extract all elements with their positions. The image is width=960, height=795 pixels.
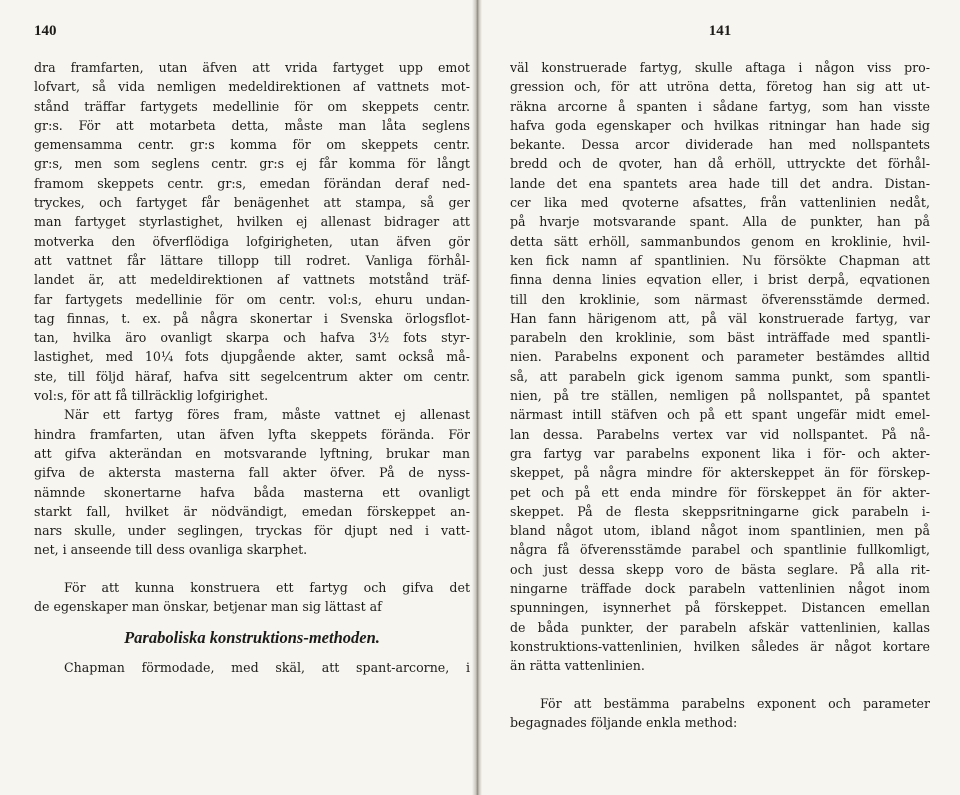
- paragraph: [510, 58, 930, 676]
- right-page: [482, 0, 960, 795]
- text-line: cer lika med qvoterne afsattes, från vattenlinien nedåt,: [510, 195, 930, 211]
- text-line: än rätta vattenlinien.: [510, 658, 645, 674]
- text-line: landet är, att medeldirektionen af vattnets motstånd träf-: [34, 272, 470, 288]
- text-line: de egenskaper man önskar, betjenar man sig lättast af: [34, 599, 382, 615]
- paragraph: [510, 694, 930, 733]
- text-line: ningarne träffade dock parabeln vattenlinien något inom: [510, 581, 930, 597]
- text-line: väl konstruerade fartyg, skulle aftaga i någon viss pro-: [510, 60, 930, 75]
- page-number: 141: [708, 23, 732, 39]
- text-line: så, att parabeln gick igenom samma punkt, som spantli-: [510, 368, 930, 384]
- text-line: stånd träffar fartygets medellinie för om skeppets centr.: [34, 98, 470, 114]
- text-line: gr:s. För att motarbeta detta, måste man låta seglens: [34, 117, 470, 133]
- text-line: dra framfarten, utan äfven att vrida fartyget upp emot: [34, 60, 470, 75]
- text-line: tryckes, och fartyget får benägenhet att stampa, så ger: [34, 195, 470, 211]
- text-line: För att bestämma parabelns exponent och parameter: [540, 695, 930, 711]
- text-line: nien. Parabelns exponent och parameter bestämdes alltid: [510, 349, 930, 365]
- text-line: ken fick namn af spantlinien. Nu försökte Chapman att: [510, 252, 930, 268]
- text-line: Chapman förmodade, med skäl, att spant-arcorne, i: [64, 660, 470, 676]
- text-line: starkt fall, hvilket är nödvändigt, emedan förskeppet an-: [34, 503, 470, 519]
- text-line: lastighet, med 10¼ fots djupgående akter, samt också må-: [34, 349, 470, 365]
- text-line: de båda punkter, der parabeln afskär vattenlinien, kallas: [510, 619, 930, 635]
- text-line: man fartyget styrlastighet, hvilken ej allenast bidrager att: [34, 214, 470, 230]
- text-line: net, i anseende till dess ovanliga skarphet.: [34, 542, 308, 558]
- text-line: och just dessa skepp voro de bästa seglare. På alla rit-: [510, 561, 930, 577]
- paragraph: [34, 405, 470, 559]
- text-line: bland något utom, ibland något inom spantlinien, men på: [510, 523, 930, 539]
- section-heading: Paraboliska konstruktions-methoden.: [124, 628, 380, 648]
- left-page: [0, 0, 478, 795]
- text-line: spunningen, isynnerhet på förskeppet. Distancen emellan: [510, 600, 930, 616]
- text-line: detta sätt erhöll, sammanbundos genom en kroklinie, hvil-: [510, 233, 930, 249]
- text-line: nien, på tre ställen, nemligen på nollspantet, på spantet: [510, 388, 930, 404]
- text-line: till den kroklinie, som närmast öfverensstämde dermed.: [510, 291, 930, 307]
- text-line: vol:s, för att få tillräcklig lofgirighet.: [34, 388, 269, 404]
- text-line: skeppet, på några mindre för akterskeppet än för förskep-: [510, 465, 930, 481]
- text-line: bekante. Dessa arcor dividerade han med nollspantets: [510, 137, 930, 153]
- text-line: far fartygets medellinie för om centr. vol:s, ehuru undan-: [34, 291, 470, 307]
- left-page-body: [34, 58, 470, 616]
- text-line: pet och på ett enda mindre för förskeppet än för akter-: [510, 484, 930, 500]
- text-line: några få öfverensstämde parabel och spantlinie fullkomligt,: [510, 542, 930, 558]
- text-line: För att kunna konstruera ett fartyg och gifva det: [64, 579, 470, 595]
- text-line: framom skeppets centr. gr:s, emedan förändan deraf ned-: [34, 175, 470, 191]
- text-line: gra fartyg var parabelns exponent lika i för- och akter-: [510, 445, 930, 461]
- text-line: hindra framfarten, utan äfven lyfta skeppets förända. För: [34, 426, 470, 442]
- text-line: tan, hvilka äro ovanligt skarpa och hafva 3½ fots styr-: [34, 330, 470, 346]
- left-page-final-paragraph: [34, 658, 470, 677]
- text-line: gemensamma centr. gr:s komma för om skeppets centr.: [34, 137, 470, 153]
- text-line: nämnde skonertarne hafva båda masterna ett ovanligt: [34, 484, 470, 500]
- text-line: gr:s, men som seglens centr. gr:s ej får komma för långt: [34, 156, 470, 172]
- paragraph: [34, 658, 470, 677]
- right-page-body: [510, 58, 930, 732]
- text-line: att vattnet får lättare tillopp till rodret. Vanliga förhål-: [34, 252, 470, 268]
- text-line: Han fann härigenom att, på väl konstruerade fartyg, var: [510, 310, 930, 326]
- text-line: finna denna linies eqvation eller, i brist derpå, eqvationen: [510, 272, 930, 288]
- text-line: konstruktions-vattenlinien, hvilken således är något kortare: [510, 638, 930, 654]
- text-line: motverka den öfverflödiga lofgirigheten, utan äfven gör: [34, 233, 470, 249]
- text-line: hafva goda egenskaper och hvilkas ritningar han hade sig: [510, 117, 930, 133]
- text-line: begagnades följande enkla method:: [510, 714, 738, 730]
- text-line: nars skulle, under seglingen, tryckas för djupt ned i vatt-: [34, 523, 470, 539]
- text-line: gression och, för att utröna detta, företog han sig att ut-: [510, 79, 930, 95]
- text-line: att gifva akterändan en motsvarande lyftning, brukar man: [34, 445, 470, 461]
- paragraph: [34, 58, 470, 405]
- paragraph: [34, 578, 470, 617]
- text-line: lofvart, så vida nemligen medeldirektionen af vattnets mot-: [34, 79, 470, 95]
- text-line: närmast intill stäfven och på ett spant ungefär midt emel-: [510, 407, 930, 423]
- text-line: på hvarje motsvarande spant. Alla de punkter, han på: [510, 214, 930, 230]
- page-number: 140: [34, 23, 57, 39]
- text-line: ste, till följd häraf, hafva sitt segelcentrum akter om centr.: [34, 368, 470, 384]
- text-line: bredd och de qvoter, han då erhöll, uttryckte det förhål-: [510, 156, 930, 172]
- text-line: parabeln den kroklinie, som bäst inträffade med spantli-: [510, 330, 930, 346]
- text-line: lande det ena spantets area hade till det andra. Distan-: [510, 175, 930, 191]
- text-line: När ett fartyg föres fram, måste vattnet ej allenast: [64, 407, 470, 423]
- text-line: tag finnas, t. ex. på några skonertar i Svenska örlogsflot-: [34, 310, 470, 326]
- text-line: räkna arcorne å spanten i sådane fartyg, som han visste: [510, 98, 930, 114]
- text-line: gifva de aktersta masterna fall akter öfver. På de nyss-: [34, 465, 470, 481]
- book-gutter: [472, 0, 482, 795]
- text-line: lan dessa. Parabelns vertex var vid nollspantet. På nå-: [510, 426, 930, 442]
- text-line: skeppet. På de flesta skeppsritningarne gick parabeln i-: [510, 503, 930, 519]
